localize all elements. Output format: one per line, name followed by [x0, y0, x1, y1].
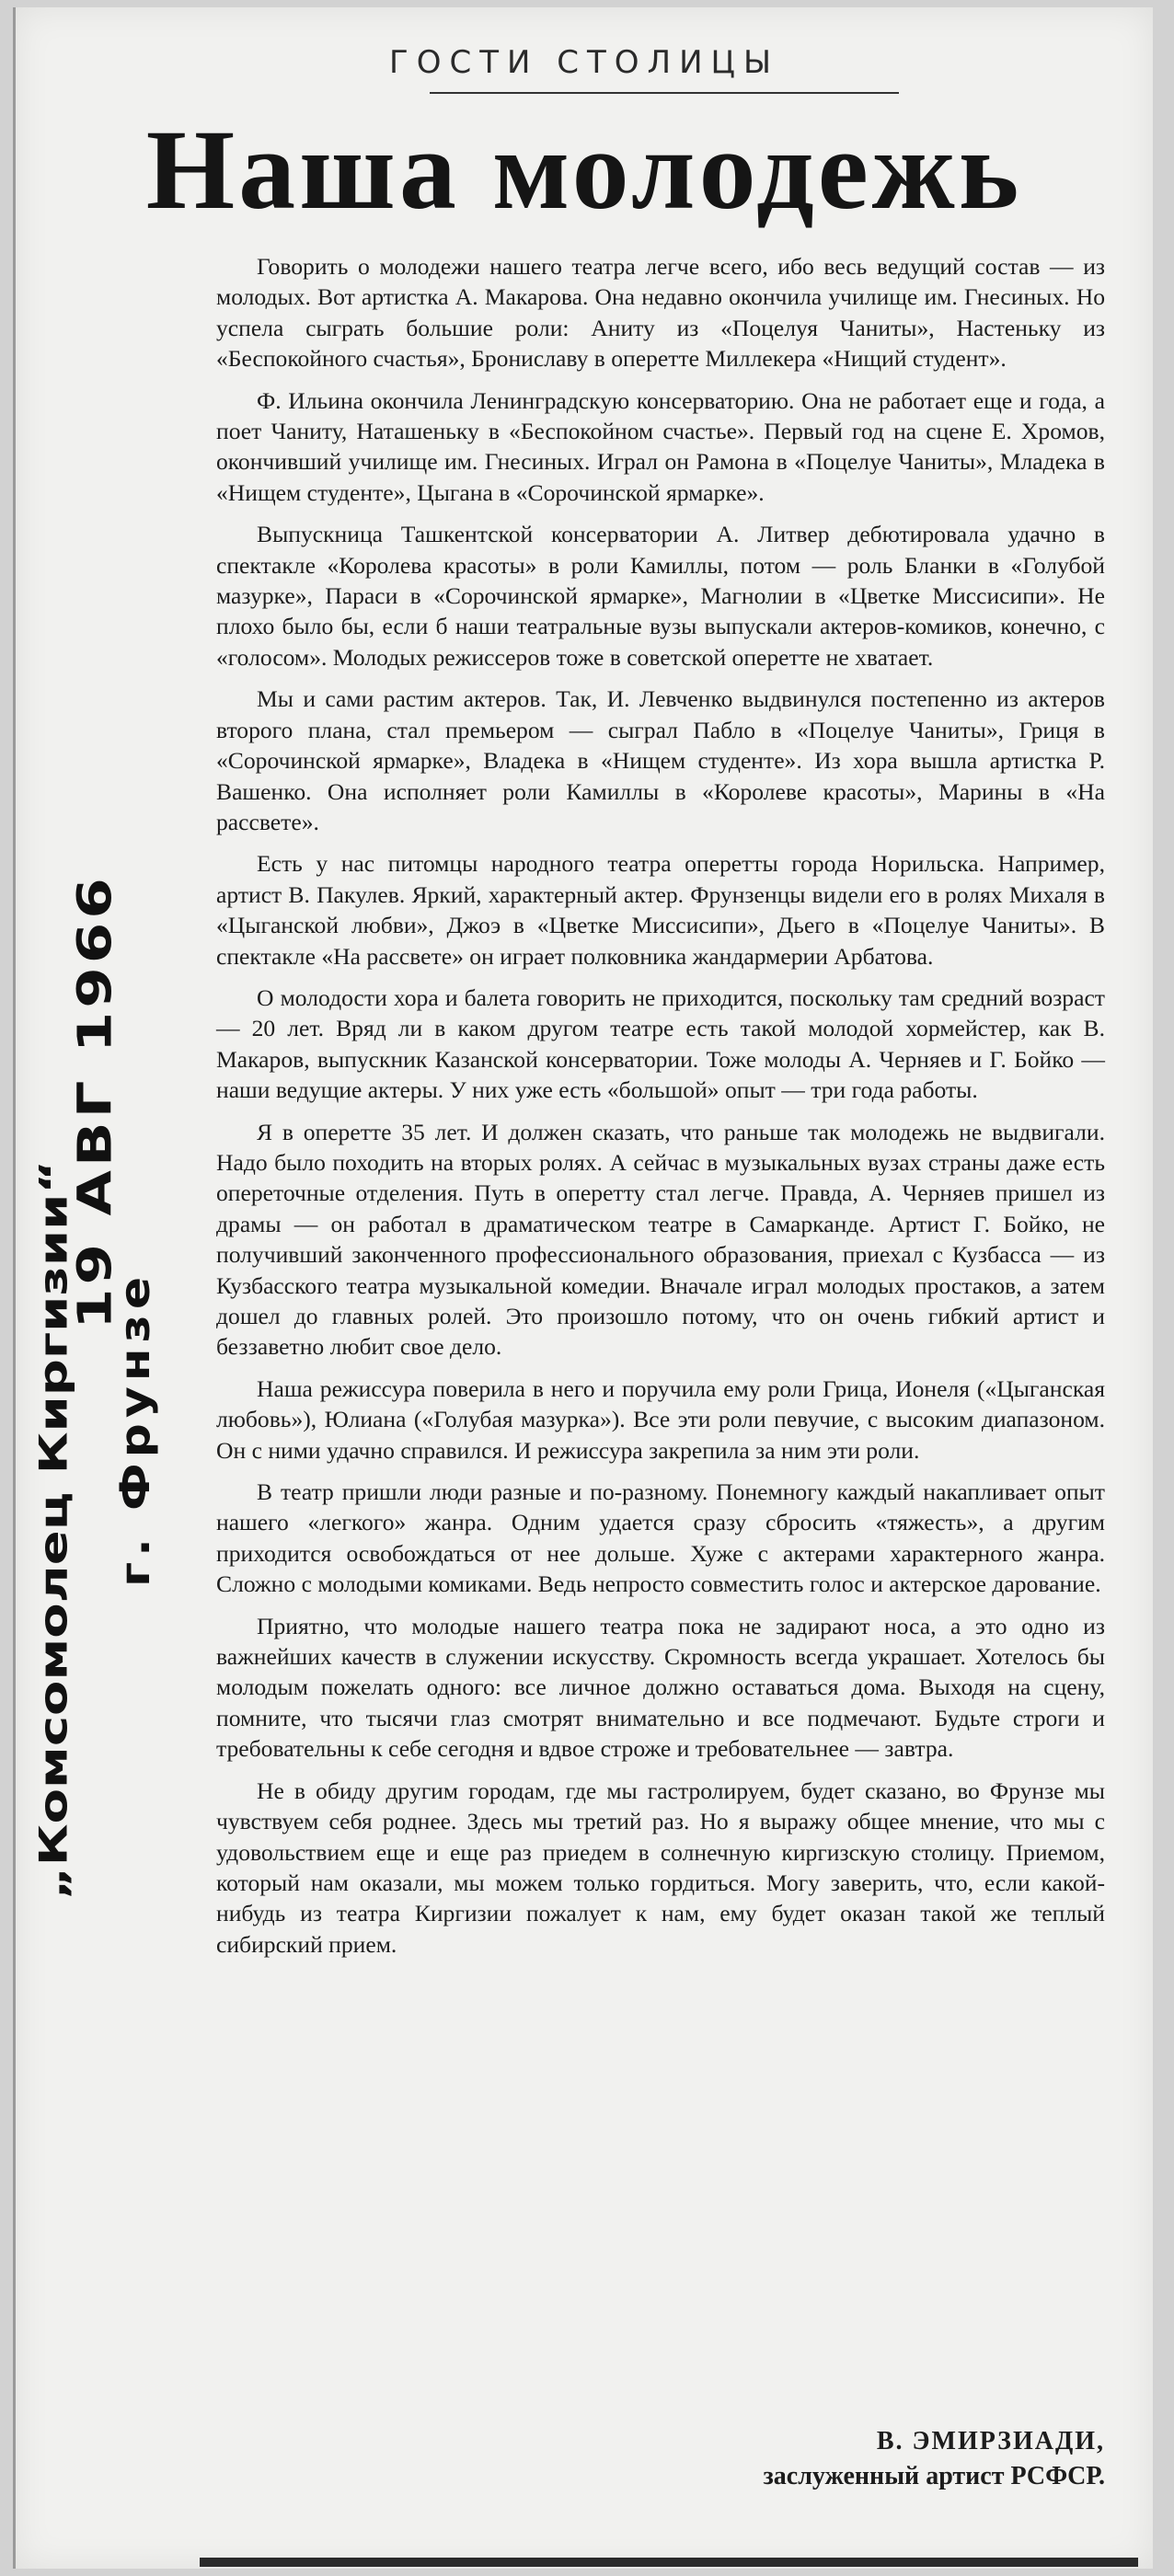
- author-name: В. ЭМИРЗИАДИ,: [876, 2427, 1105, 2455]
- rubric-heading: ГОСТИ СТОЛИЦЫ: [389, 44, 779, 81]
- stamp-date: 19 АВГ 1966: [68, 874, 123, 1329]
- newspaper-clipping: [13, 7, 1153, 2569]
- author-signature: [216, 2424, 1105, 2494]
- article-paragraph: Наша режиссура поверила в него и поручила ему роли Грица, Ионеля («Цыганская любовь»), Юлиана («Голубая мазурка»). Все эти роли певучие, с высоким диапазоном. Он с ними удачно справился. И режиссура закрепила за ним эти роли.: [216, 1374, 1105, 1464]
- stamp-city: г. Фрунзе: [112, 1271, 159, 1587]
- author-title: заслуженный артист РСФСР.: [763, 2462, 1105, 2490]
- rubric-underline: [430, 92, 899, 94]
- article-paragraph: Ф. Ильина окончила Ленинградскую консерваторию. Она не работает еще и года, а поет Чаниту, Наташеньку в «Беспокойном счастье». Первый год на сцене Е. Хромов, окончивший училище им. Гнесиных. Играл он Рамона в «Поцелуе Чаниты», Младека в «Нищем студенте», Цыгана в «Сорочинской ярмарке».: [216, 386, 1105, 506]
- article-paragraph: Есть у нас питомцы народного театра оперетты города Норильска. Например, артист В. Пакулев. Яркий, характерный актер. Фрунзенцы видели его в ролях Михаля в «Цыганской любви», Джоэ в «Цветке Миссисипи», Дьего в «Поцелуе Чаниты». В спектакле «На рассвете» он играет полковника жандармерии Арбатова.: [216, 850, 1105, 970]
- article-paragraph: Не в обиду другим городам, где мы гастролируем, будет сказано, во Фрунзе мы чувствуем себя роднее. Здесь мы третий раз. Но я выражу общее мнение, что мы с удовольствием еще и еще раз приедем в солнечную киргизскую столицу. Приемом, который нам оказали, мы можем только гордиться. Могу заверить, что, если какой-нибудь из театра Киргизии пожалует к нам, ему будет оказан такой же теплый сибирский прием.: [216, 1777, 1105, 1958]
- article-body: [216, 251, 1105, 1971]
- article-paragraph: О молодости хора и балета говорить не приходится, поскольку там средний возраст — 20 лет. Вряд ли в каком другом театре есть такой молодой хормейстер, как В. Макаров, выпускник Казанской консерватории. Тоже молоды А. Черняев и Г. Бойко — наши ведущие актеры. У них уже есть «большой» опыт — три года работы.: [216, 983, 1105, 1104]
- article-paragraph: Мы и сами растим актеров. Так, И. Левченко выдвинулся постепенно из актеров второго плана, стал премьером — сыграл Пабло в «Поцелуе Чаниты», Гриця в «Сорочинской ярмарке», Владека в «Нищем студенте». Из хора вышла артистка Р. Вашенко. Она исполняет роли Камиллы в «Королеве красоты», Марины в «На рассвете».: [216, 685, 1105, 835]
- article-paragraph: Выпускница Ташкентской консерватории А. Литвер дебютировала удачно в спектакле «Королева красоты» в роли Камиллы, потом — роль Бланки в «Голубой мазурке», Параси в «Сорочинской ярмарке», Магнолии в «Цветке Миссисипи». Не плохо было бы, если б наши театральные вузы выпускали актеров-комиков, конечно, с «голосом». Молодых режиссеров тоже в советской оперетте не хватает.: [216, 521, 1105, 671]
- bottom-rule: [200, 2558, 1138, 2567]
- article-paragraph: Я в оперетте 35 лет. И должен сказать, что раньше так молодежь не выдвигали. Надо было походить на вторых ролях. А сейчас в музыкальных вузах страны даже есть опереточные отделения. Путь в оперетту стал легче. Правда, А. Черняев пришел из драмы — он работал в драматическом театре в Самарканде. Артист Г. Бойко, не получивший законченного профессионального образования, приехал с Кузбасса — из Кузбасского театра музыкальной комедии. Вначале играл молодых простаков, а затем дошел до главных ролей. Это произошло потому, что он очень гибкий артист и беззаветно любит свое дело.: [216, 1118, 1105, 1361]
- article-headline: Наша молодежь: [145, 107, 1023, 233]
- article-paragraph: Приятно, что молодые нашего театра пока не задирают носа, а это одно из важнейших качеств в служении искусству. Скромность всегда украшает. Хотелось бы молодым пожелать одного: все личное должно оставаться дома. Выходя на сцену, помните, что тысячи глаз смотрят внимательно и все подмечают. Будьте строги и требовательны к себе сегодня и вдвое строже и требовательнее — завтра.: [216, 1612, 1105, 1763]
- article-paragraph: В театр пришли люди разные и по-разному. Понемногу каждый накапливает опыт нашего «легкого» жанра. Одним удается сразу сбросить «тяжесть», а другим приходится освобождаться от нее дольше. Хуже с актерами характерного жанра. Сложно с молодыми комиками. Ведь непросто совместить голос и актерское дарование.: [216, 1478, 1105, 1598]
- article-paragraph: Говорить о молодежи нашего театра легче всего, ибо весь ведущий состав — из молодых. Вот артистка А. Макарова. Она недавно окончила училище им. Гнесиных. Но успела сыграть большие роли: Аниту из «Поцелуя Чаниты», Настеньку из «Беспокойного счастья», Брониславу в оперетте Миллекера «Нищий студент».: [216, 253, 1105, 373]
- stamp-newspaper: „Комсомолец Киргизии“: [31, 1159, 76, 1900]
